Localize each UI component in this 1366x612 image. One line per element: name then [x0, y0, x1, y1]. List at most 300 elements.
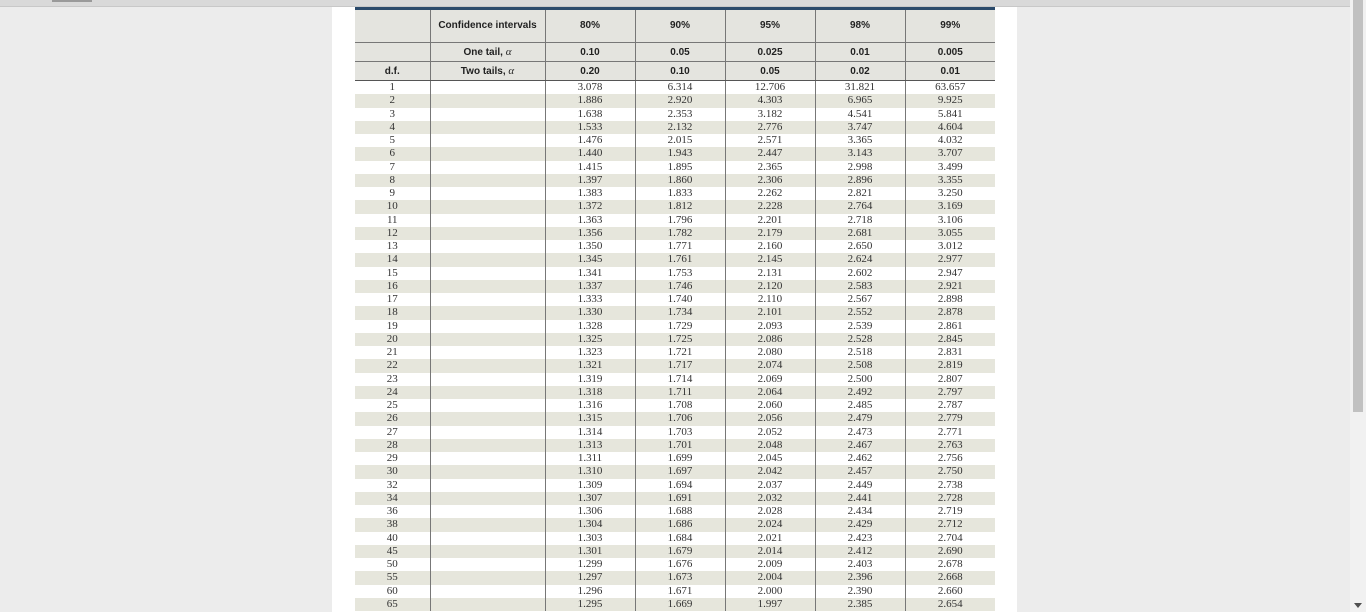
value-cell: 2.396	[815, 571, 905, 584]
value-cell: 3.365	[815, 134, 905, 147]
label-cell	[430, 571, 545, 584]
value-cell: 2.306	[725, 174, 815, 187]
value-cell: 1.306	[545, 505, 635, 518]
df-cell: 14	[355, 253, 430, 266]
value-cell: 1.350	[545, 240, 635, 253]
label-cell	[430, 518, 545, 531]
value-cell: 2.110	[725, 293, 815, 306]
value-cell: 1.740	[635, 293, 725, 306]
value-cell: 3.106	[905, 214, 995, 227]
value-cell: 3.747	[815, 121, 905, 134]
df-cell: 3	[355, 108, 430, 121]
table-row	[355, 518, 995, 531]
df-cell: 24	[355, 386, 430, 399]
df-cell: 60	[355, 585, 430, 598]
value-cell: 2.467	[815, 439, 905, 452]
label-cell	[430, 505, 545, 518]
value-cell: 1.691	[635, 492, 725, 505]
df-cell: 6	[355, 147, 430, 160]
label-cell	[430, 293, 545, 306]
df-cell: 34	[355, 492, 430, 505]
value-cell: 4.604	[905, 121, 995, 134]
table-row	[355, 227, 995, 240]
value-cell: 1.701	[635, 439, 725, 452]
value-cell: 2.719	[905, 505, 995, 518]
table-row	[355, 267, 995, 280]
value-cell: 2.093	[725, 320, 815, 333]
value-cell: 1.310	[545, 465, 635, 478]
table-row	[355, 200, 995, 213]
label-cell	[430, 585, 545, 598]
header-cell: 0.025	[725, 43, 815, 62]
header-cell: 0.005	[905, 43, 995, 62]
value-cell: 2.412	[815, 545, 905, 558]
value-cell: 1.297	[545, 571, 635, 584]
value-cell: 1.761	[635, 253, 725, 266]
value-cell: 2.042	[725, 465, 815, 478]
header-row-one-tail	[355, 43, 995, 62]
value-cell: 2.845	[905, 333, 995, 346]
value-cell: 1.638	[545, 108, 635, 121]
value-cell: 2.678	[905, 558, 995, 571]
df-cell: 27	[355, 426, 430, 439]
header-cell: 0.10	[545, 43, 635, 62]
value-cell: 1.321	[545, 359, 635, 372]
value-cell: 2.045	[725, 452, 815, 465]
value-cell: 4.303	[725, 94, 815, 107]
header-cell: 0.20	[545, 62, 635, 81]
value-cell: 2.032	[725, 492, 815, 505]
value-cell: 2.571	[725, 134, 815, 147]
value-cell: 2.660	[905, 585, 995, 598]
value-cell: 2.048	[725, 439, 815, 452]
header-row-two-tails	[355, 62, 995, 81]
df-cell: 19	[355, 320, 430, 333]
value-cell: 1.323	[545, 346, 635, 359]
df-cell: 20	[355, 333, 430, 346]
value-cell: 1.309	[545, 479, 635, 492]
table-row	[355, 399, 995, 412]
table-row	[355, 94, 995, 107]
value-cell: 2.947	[905, 267, 995, 280]
value-cell: 2.028	[725, 505, 815, 518]
table-row	[355, 359, 995, 372]
value-cell: 1.671	[635, 585, 725, 598]
value-cell: 2.508	[815, 359, 905, 372]
label-cell	[430, 412, 545, 425]
table-row	[355, 121, 995, 134]
value-cell: 2.000	[725, 585, 815, 598]
value-cell: 2.492	[815, 386, 905, 399]
value-cell: 2.821	[815, 187, 905, 200]
value-cell: 3.012	[905, 240, 995, 253]
value-cell: 2.441	[815, 492, 905, 505]
table-row	[355, 240, 995, 253]
table-row	[355, 571, 995, 584]
table-row	[355, 81, 995, 95]
df-cell: 28	[355, 439, 430, 452]
value-cell: 2.457	[815, 465, 905, 478]
value-cell: 2.552	[815, 306, 905, 319]
value-cell: 2.473	[815, 426, 905, 439]
value-cell: 1.533	[545, 121, 635, 134]
value-cell: 1.943	[635, 147, 725, 160]
table-row	[355, 280, 995, 293]
value-cell: 2.052	[725, 426, 815, 439]
header-cell: 99%	[905, 9, 995, 43]
value-cell: 1.833	[635, 187, 725, 200]
value-cell: 1.708	[635, 399, 725, 412]
value-cell: 2.771	[905, 426, 995, 439]
value-cell: 3.499	[905, 161, 995, 174]
value-cell: 2.807	[905, 373, 995, 386]
value-cell: 2.015	[635, 134, 725, 147]
value-cell: 2.120	[725, 280, 815, 293]
value-cell: 1.315	[545, 412, 635, 425]
value-cell: 1.796	[635, 214, 725, 227]
label-cell	[430, 346, 545, 359]
value-cell: 3.182	[725, 108, 815, 121]
df-cell: 1	[355, 81, 430, 95]
value-cell: 2.861	[905, 320, 995, 333]
header-label-confidence: Confidence intervals	[430, 9, 545, 43]
value-cell: 9.925	[905, 94, 995, 107]
table-row	[355, 545, 995, 558]
df-cell: 7	[355, 161, 430, 174]
table-row	[355, 452, 995, 465]
vertical-scrollbar[interactable]	[1350, 0, 1366, 612]
header-cell: 0.05	[635, 43, 725, 62]
value-cell: 2.056	[725, 412, 815, 425]
table-row	[355, 439, 995, 452]
df-cell: 22	[355, 359, 430, 372]
table-row	[355, 386, 995, 399]
df-cell: 26	[355, 412, 430, 425]
table-row	[355, 373, 995, 386]
table-row	[355, 187, 995, 200]
value-cell: 2.819	[905, 359, 995, 372]
value-cell: 2.201	[725, 214, 815, 227]
value-cell: 1.319	[545, 373, 635, 386]
value-cell: 1.673	[635, 571, 725, 584]
value-cell: 1.314	[545, 426, 635, 439]
label-cell	[430, 134, 545, 147]
df-cell: 30	[355, 465, 430, 478]
header-cell: 0.05	[725, 62, 815, 81]
table-row	[355, 253, 995, 266]
value-cell: 2.080	[725, 346, 815, 359]
value-cell: 1.697	[635, 465, 725, 478]
value-cell: 6.965	[815, 94, 905, 107]
value-cell: 1.296	[545, 585, 635, 598]
value-cell: 1.311	[545, 452, 635, 465]
value-cell: 1.345	[545, 253, 635, 266]
value-cell: 1.997	[725, 598, 815, 611]
label-cell	[430, 386, 545, 399]
top-tab-indicator[interactable]	[52, 0, 92, 2]
t-distribution-table	[355, 7, 995, 611]
table-body	[355, 81, 995, 612]
header-row-confidence	[355, 9, 995, 43]
label-cell	[430, 306, 545, 319]
value-cell: 31.821	[815, 81, 905, 95]
value-cell: 1.397	[545, 174, 635, 187]
value-cell: 1.711	[635, 386, 725, 399]
table-row	[355, 161, 995, 174]
value-cell: 2.668	[905, 571, 995, 584]
value-cell: 1.782	[635, 227, 725, 240]
df-cell: 11	[355, 214, 430, 227]
value-cell: 2.500	[815, 373, 905, 386]
label-cell	[430, 94, 545, 107]
label-cell	[430, 81, 545, 95]
label-cell	[430, 187, 545, 200]
header-cell: 0.01	[815, 43, 905, 62]
value-cell: 2.423	[815, 532, 905, 545]
value-cell: 2.479	[815, 412, 905, 425]
value-cell: 1.307	[545, 492, 635, 505]
value-cell: 2.004	[725, 571, 815, 584]
value-cell: 2.787	[905, 399, 995, 412]
value-cell: 2.528	[815, 333, 905, 346]
value-cell: 2.021	[725, 532, 815, 545]
df-cell: 21	[355, 346, 430, 359]
value-cell: 2.074	[725, 359, 815, 372]
value-cell: 2.654	[905, 598, 995, 611]
label-cell	[430, 492, 545, 505]
value-cell: 1.318	[545, 386, 635, 399]
scroll-down-arrow-icon[interactable]	[1354, 603, 1362, 608]
value-cell: 2.763	[905, 439, 995, 452]
table-row	[355, 412, 995, 425]
value-cell: 2.718	[815, 214, 905, 227]
value-cell: 2.831	[905, 346, 995, 359]
value-cell: 1.860	[635, 174, 725, 187]
value-cell: 1.694	[635, 479, 725, 492]
value-cell: 1.337	[545, 280, 635, 293]
value-cell: 3.707	[905, 147, 995, 160]
label-cell	[430, 545, 545, 558]
value-cell: 2.434	[815, 505, 905, 518]
scrollbar-thumb[interactable]	[1353, 0, 1363, 412]
header-blank	[355, 9, 430, 43]
value-cell: 2.921	[905, 280, 995, 293]
value-cell: 2.037	[725, 479, 815, 492]
value-cell: 2.539	[815, 320, 905, 333]
value-cell: 1.299	[545, 558, 635, 571]
value-cell: 2.179	[725, 227, 815, 240]
value-cell: 2.447	[725, 147, 815, 160]
value-cell: 3.355	[905, 174, 995, 187]
value-cell: 2.898	[905, 293, 995, 306]
value-cell: 2.014	[725, 545, 815, 558]
value-cell: 2.132	[635, 121, 725, 134]
df-cell: 40	[355, 532, 430, 545]
value-cell: 3.055	[905, 227, 995, 240]
value-cell: 1.372	[545, 200, 635, 213]
value-cell: 2.624	[815, 253, 905, 266]
value-cell: 2.160	[725, 240, 815, 253]
header-cell: 90%	[635, 9, 725, 43]
df-cell: 55	[355, 571, 430, 584]
value-cell: 1.313	[545, 439, 635, 452]
value-cell: 2.262	[725, 187, 815, 200]
header-blank	[355, 43, 430, 62]
label-cell	[430, 479, 545, 492]
value-cell: 2.704	[905, 532, 995, 545]
value-cell: 2.485	[815, 399, 905, 412]
header-cell: 98%	[815, 9, 905, 43]
value-cell: 2.681	[815, 227, 905, 240]
label-cell	[430, 359, 545, 372]
value-cell: 1.734	[635, 306, 725, 319]
label-cell	[430, 214, 545, 227]
label-cell	[430, 399, 545, 412]
table-row	[355, 532, 995, 545]
df-cell: 45	[355, 545, 430, 558]
value-cell: 1.714	[635, 373, 725, 386]
value-cell: 1.717	[635, 359, 725, 372]
table-row	[355, 320, 995, 333]
value-cell: 4.032	[905, 134, 995, 147]
value-cell: 1.729	[635, 320, 725, 333]
value-cell: 2.449	[815, 479, 905, 492]
value-cell: 1.725	[635, 333, 725, 346]
header-cell: 0.10	[635, 62, 725, 81]
label-cell	[430, 108, 545, 121]
table-row	[355, 585, 995, 598]
value-cell: 2.009	[725, 558, 815, 571]
value-cell: 2.878	[905, 306, 995, 319]
value-cell: 4.541	[815, 108, 905, 121]
table-row	[355, 465, 995, 478]
table-row	[355, 492, 995, 505]
value-cell: 1.301	[545, 545, 635, 558]
value-cell: 1.325	[545, 333, 635, 346]
table-row	[355, 505, 995, 518]
value-cell: 63.657	[905, 81, 995, 95]
value-cell: 2.896	[815, 174, 905, 187]
df-cell: 15	[355, 267, 430, 280]
label-cell	[430, 161, 545, 174]
value-cell: 3.078	[545, 81, 635, 95]
header-cell: 0.01	[905, 62, 995, 81]
value-cell: 3.143	[815, 147, 905, 160]
value-cell: 1.476	[545, 134, 635, 147]
value-cell: 2.429	[815, 518, 905, 531]
value-cell: 2.228	[725, 200, 815, 213]
value-cell: 1.383	[545, 187, 635, 200]
value-cell: 1.304	[545, 518, 635, 531]
label-cell	[430, 240, 545, 253]
value-cell: 1.753	[635, 267, 725, 280]
label-cell	[430, 465, 545, 478]
df-cell: 16	[355, 280, 430, 293]
header-cell: 80%	[545, 9, 635, 43]
label-cell	[430, 121, 545, 134]
table-row	[355, 293, 995, 306]
df-cell: 38	[355, 518, 430, 531]
value-cell: 1.721	[635, 346, 725, 359]
value-cell: 1.333	[545, 293, 635, 306]
label-cell	[430, 452, 545, 465]
df-cell: 5	[355, 134, 430, 147]
value-cell: 1.686	[635, 518, 725, 531]
value-cell: 1.440	[545, 147, 635, 160]
value-cell: 1.706	[635, 412, 725, 425]
value-cell: 1.316	[545, 399, 635, 412]
df-cell: 29	[355, 452, 430, 465]
value-cell: 1.746	[635, 280, 725, 293]
df-cell: 23	[355, 373, 430, 386]
value-cell: 1.341	[545, 267, 635, 280]
value-cell: 6.314	[635, 81, 725, 95]
label-cell	[430, 532, 545, 545]
value-cell: 2.776	[725, 121, 815, 134]
value-cell: 1.684	[635, 532, 725, 545]
value-cell: 1.676	[635, 558, 725, 571]
header-label-one-tail: One tail, α	[430, 43, 545, 62]
label-cell	[430, 558, 545, 571]
value-cell: 2.390	[815, 585, 905, 598]
df-cell: 18	[355, 306, 430, 319]
table-row	[355, 134, 995, 147]
value-cell: 2.712	[905, 518, 995, 531]
label-cell	[430, 253, 545, 266]
label-cell	[430, 320, 545, 333]
value-cell: 1.703	[635, 426, 725, 439]
value-cell: 2.403	[815, 558, 905, 571]
table-row	[355, 108, 995, 121]
value-cell: 1.812	[635, 200, 725, 213]
value-cell: 2.518	[815, 346, 905, 359]
value-cell: 1.356	[545, 227, 635, 240]
value-cell: 2.650	[815, 240, 905, 253]
value-cell: 2.797	[905, 386, 995, 399]
value-cell: 2.738	[905, 479, 995, 492]
df-cell: 9	[355, 187, 430, 200]
value-cell: 1.679	[635, 545, 725, 558]
label-cell	[430, 200, 545, 213]
header-label-two-tails: Two tails, α	[430, 62, 545, 81]
df-cell: 13	[355, 240, 430, 253]
value-cell: 1.295	[545, 598, 635, 611]
value-cell: 1.895	[635, 161, 725, 174]
table-row	[355, 147, 995, 160]
table-row	[355, 479, 995, 492]
label-cell	[430, 267, 545, 280]
table-row	[355, 214, 995, 227]
document-page	[332, 7, 1017, 612]
value-cell: 2.024	[725, 518, 815, 531]
value-cell: 2.131	[725, 267, 815, 280]
value-cell: 5.841	[905, 108, 995, 121]
label-cell	[430, 333, 545, 346]
df-cell: 36	[355, 505, 430, 518]
df-cell: 17	[355, 293, 430, 306]
value-cell: 1.886	[545, 94, 635, 107]
table-row	[355, 426, 995, 439]
value-cell: 2.365	[725, 161, 815, 174]
value-cell: 2.086	[725, 333, 815, 346]
value-cell: 2.998	[815, 161, 905, 174]
df-cell: 4	[355, 121, 430, 134]
df-cell: 65	[355, 598, 430, 611]
value-cell: 1.415	[545, 161, 635, 174]
label-cell	[430, 439, 545, 452]
value-cell: 2.977	[905, 253, 995, 266]
header-cell: 0.02	[815, 62, 905, 81]
